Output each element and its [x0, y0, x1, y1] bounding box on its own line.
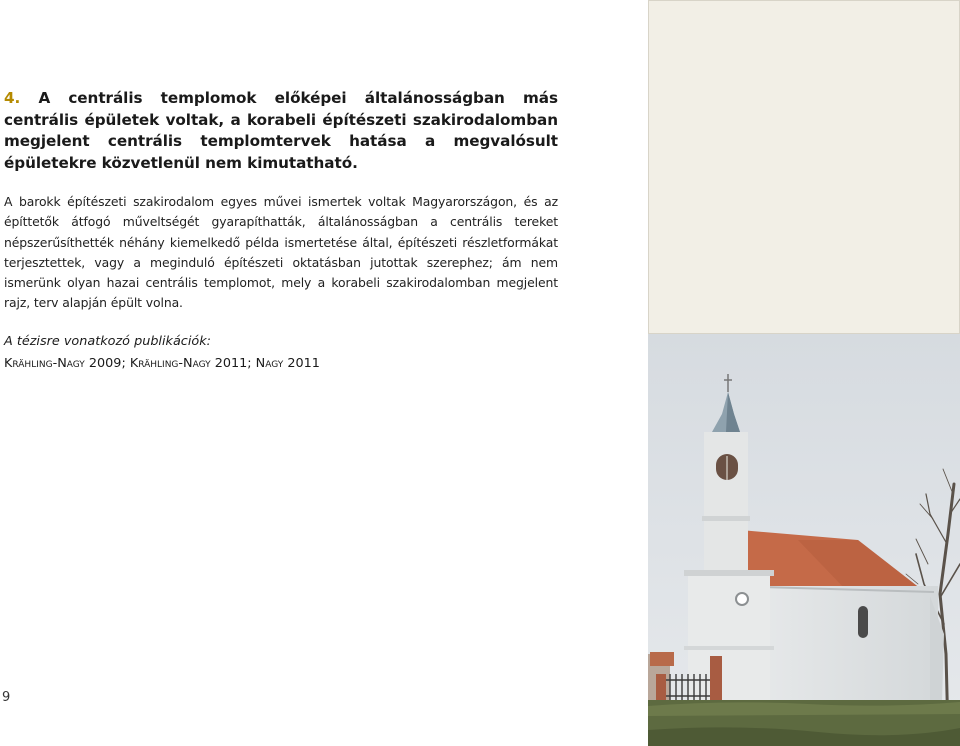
thesis-number: 4.	[4, 89, 21, 107]
thesis-heading-text: A centrális templomok előképei általánosságban más centrális épületek voltak, a korabeli építészeti szakirodalomban megjelent centrális templomtervek hatása a megvalósult épületekre közvetlenül nem kimutatható.	[4, 89, 558, 172]
round-window	[736, 593, 748, 605]
publication-item: Nagy 2011	[255, 355, 320, 371]
publication-item: Krähling-Nagy 2011	[129, 355, 248, 371]
side-panel	[648, 0, 960, 334]
thesis-heading	[4, 88, 558, 174]
page-number: 9	[2, 690, 11, 705]
church-photo	[648, 334, 960, 746]
publication-separator: ;	[247, 355, 256, 371]
publications-list	[4, 354, 558, 374]
nave-window	[858, 606, 868, 638]
publication-separator: ;	[121, 355, 130, 371]
side-column	[648, 0, 960, 746]
text-column	[4, 88, 558, 374]
publications-label: A tézisre vonatkozó publikációk:	[4, 333, 211, 349]
background-roof	[650, 652, 674, 666]
body-paragraph: A barokk építészeti szakirodalom egyes művei ismertek voltak Magyarországon, és az építtetők átfogó műveltségét gyarapíthatták, általánosságban a centrális tereket népszerűsíthették néhány kiemelkedő példa ismertetése által, építészeti részletformákat terjesztettek, vagy a meginduló építészeti oktatásban jutottak szerephez; ám nem ismerünk olyan hazai centrális templomot, mely a korabeli szakirodalomban megjelent rajz, terv alapján épült volna.	[4, 194, 558, 311]
publication-item: Krähling-Nagy 2009	[4, 355, 122, 371]
